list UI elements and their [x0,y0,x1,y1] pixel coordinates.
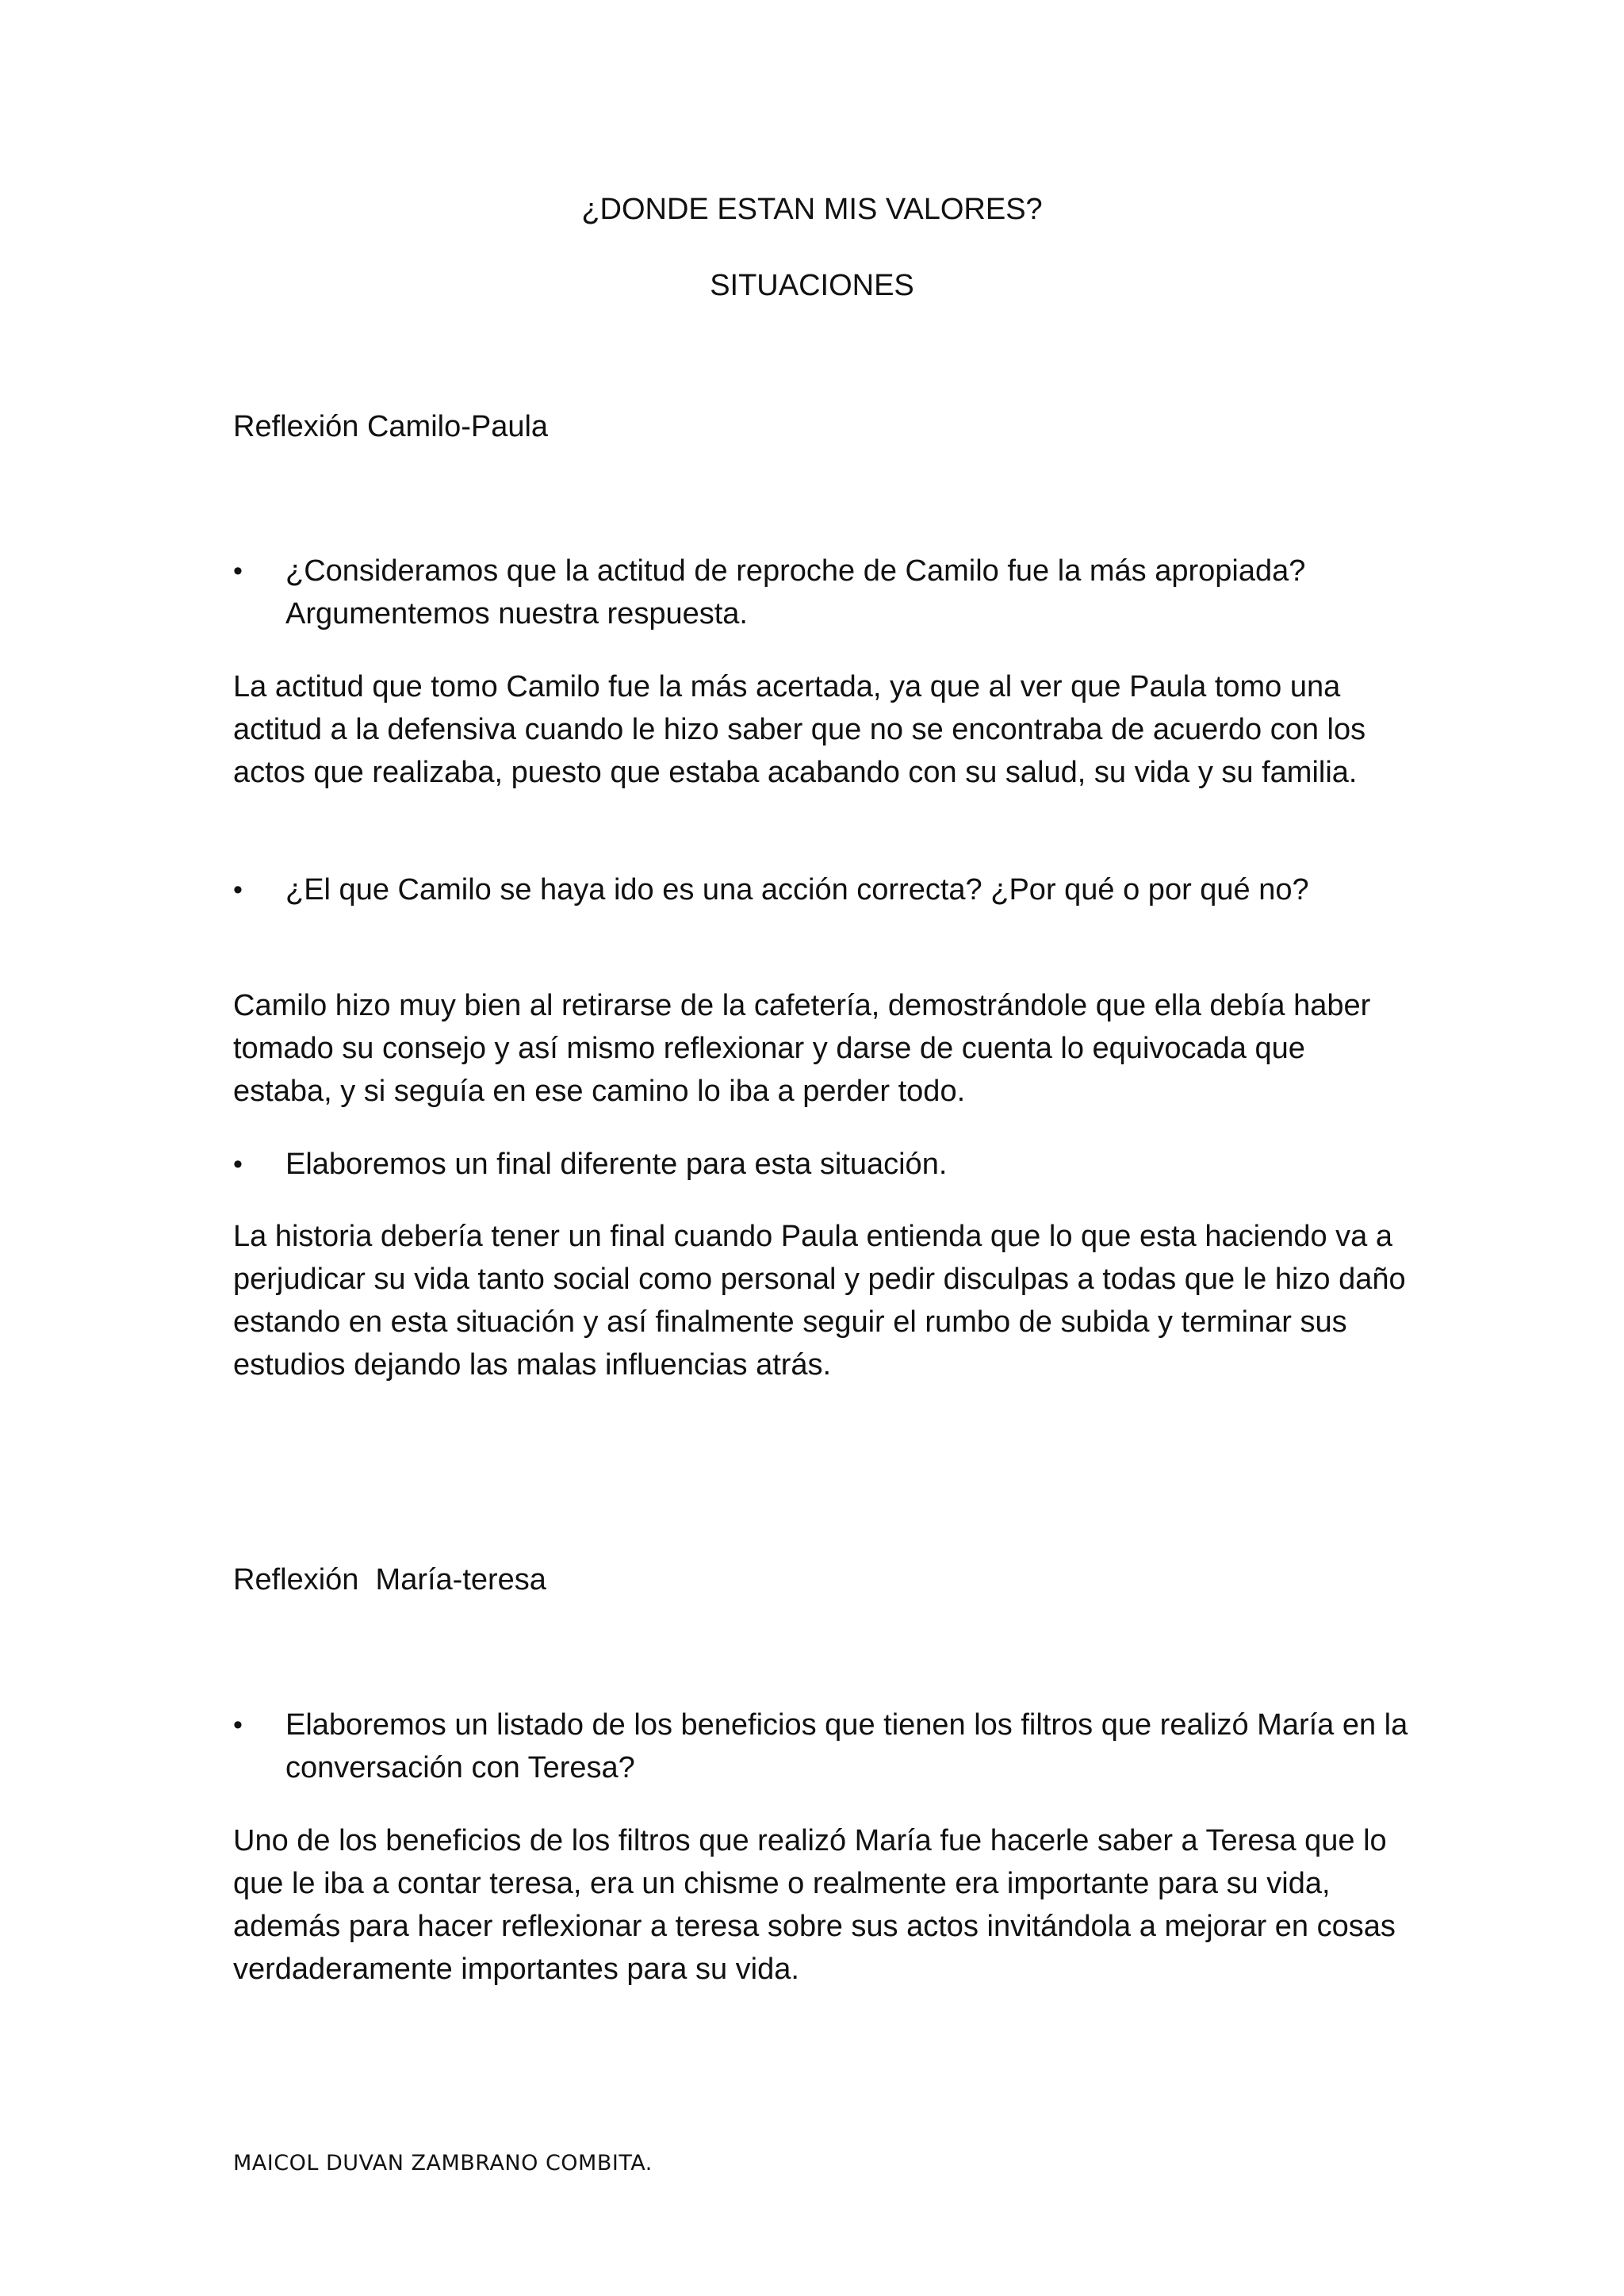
answer-paragraph: Uno de los beneficios de los filtros que realizó María fue hacerle saber a Teresa que lo que le iba a contar teresa, era un chisme o realmente era importante para su vida, además para hacer reflexionar a teresa sobre sus actos invitándola a mejorar en cosas verdaderamente importantes para su vida. [233,1824,1396,1986]
question-bullet: • Elaboremos un listado de los beneficios que tienen los filtros que realizó María en la conversación con Teresa? [285,1704,1435,1789]
document-subtitle: SITUACIONES [710,269,914,302]
section-heading-camilo-paula: Reflexión Camilo-Paula [233,410,549,443]
question-bullet: • Elaboremos un final diferente para esta situación. [285,1143,1435,1186]
document-title: ¿DONDE ESTAN MIS VALORES? [581,193,1043,226]
answer-paragraph: La actitud que tomo Camilo fue la más acertada, ya que al ver que Paula tomo una actitud a la defensiva cuando le hizo saber que no se encontraba de acuerdo con los actos que realizaba, puesto que estaba acabando con su salud, su vida y su familia. [233,670,1366,789]
question-bullet: • ¿El que Camilo se haya ido es una acción correcta? ¿Por qué o por qué no? [285,868,1435,911]
section-heading-maria-teresa: Reflexión María-teresa [233,1563,546,1596]
answer-paragraph: La historia debería tener un final cuando Paula entienda que lo que esta haciendo va a perjudicar su vida tanto social como personal y pedir disculpas a todas que le hizo daño estando en esta situación y así finalmente seguir el rumbo de subida y terminar sus estudios dejando las malas influencias atrás. [233,1220,1406,1382]
answer-paragraph: Camilo hizo muy bien al retirarse de la cafetería, demostrándole que ella debía haber tomado su consejo y así mismo reflexionar y darse de cuenta lo equivocada que estaba, y si seguía en ese camino lo iba a perder todo. [233,989,1371,1108]
question-bullet: • ¿Consideramos que la actitud de reproche de Camilo fue la más apropiada? Argumentemos nuestra respuesta. [285,550,1435,635]
footer-author: MAICOL DUVAN ZAMBRANO COMBITA. [233,2151,653,2175]
